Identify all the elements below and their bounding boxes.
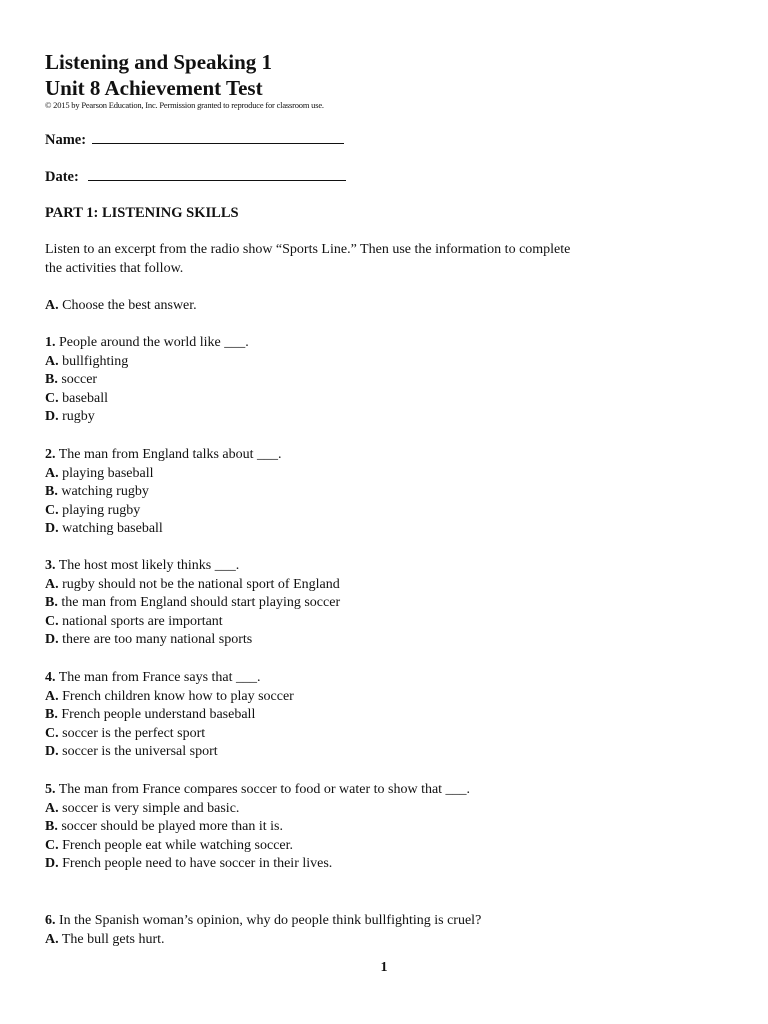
answer-option [45, 502, 282, 521]
document-title: Listening and Speaking 1 [45, 50, 273, 74]
answer-option [45, 390, 249, 409]
option-text: playing rugby [58, 502, 141, 518]
intro-line-2: the activities that follow. [45, 261, 184, 276]
question-2 [45, 446, 282, 539]
date-blank-line [88, 167, 346, 181]
option-letter: B. [45, 484, 58, 500]
answer-option [45, 353, 249, 372]
answer-option [45, 483, 282, 502]
answer-option [45, 408, 249, 427]
answer-option [45, 594, 340, 613]
option-text: soccer is very simple and basic. [58, 800, 240, 816]
question-6 [45, 912, 481, 949]
section-a-text: Choose the best answer. [58, 298, 197, 313]
option-text: the man from England should start playing soccer [57, 595, 341, 611]
intro-line-1: Listen to an excerpt from the radio show “Sports Line.” Then use the information to complete [45, 242, 571, 257]
question-stem [45, 781, 470, 800]
option-text: rugby should not be the national sport of England [58, 576, 340, 592]
option-text: playing baseball [58, 465, 154, 481]
option-text: soccer is the perfect sport [58, 725, 206, 741]
name-field [45, 130, 344, 149]
copyright-notice: © 2015 by Pearson Education, Inc. Permission granted to reproduce for classroom use. [45, 100, 324, 110]
option-text: soccer is the universal sport [58, 744, 218, 760]
question-text: The man from England talks about ___. [55, 447, 282, 462]
question-4 [45, 669, 294, 762]
option-text: national sports are important [58, 613, 223, 629]
part1-heading: PART 1: LISTENING SKILLS [45, 205, 239, 221]
option-text: soccer should be played more than it is. [57, 819, 283, 835]
answer-option [45, 725, 294, 744]
question-text: People around the world like ___. [55, 335, 249, 350]
question-text: The man from France compares soccer to food or water to show that ___. [55, 782, 471, 797]
question-1 [45, 334, 249, 427]
option-text: French people need to have soccer in their lives. [58, 856, 333, 872]
question-text: The host most likely thinks ___. [55, 558, 240, 573]
date-field [45, 167, 346, 186]
answer-option [45, 613, 340, 632]
question-stem [45, 446, 282, 465]
question-5 [45, 781, 470, 874]
answer-option [45, 743, 294, 762]
option-letter: C. [45, 837, 59, 853]
answer-option [45, 465, 282, 484]
option-text: baseball [58, 390, 108, 406]
option-text: watching baseball [58, 521, 163, 537]
question-stem [45, 669, 294, 688]
question-number: 2. [45, 447, 56, 462]
section-a-letter: A. [45, 298, 59, 313]
question-stem [45, 912, 481, 931]
name-label: Name: [45, 132, 87, 148]
answer-option [45, 706, 294, 725]
answer-option [45, 837, 470, 856]
section-a-instruction [45, 297, 197, 316]
option-text: rugby [58, 409, 95, 425]
option-text: French children know how to play soccer [58, 688, 294, 704]
option-letter: C. [45, 390, 59, 406]
option-letter: D. [45, 632, 59, 648]
option-letter: B. [45, 595, 58, 611]
option-letter: D. [45, 409, 59, 425]
option-letter: C. [45, 502, 59, 518]
option-letter: A. [45, 800, 59, 816]
question-text: In the Spanish woman’s opinion, why do people think bullfighting is cruel? [55, 913, 482, 928]
question-number: 1. [45, 335, 56, 350]
answer-option [45, 855, 470, 874]
question-3 [45, 557, 340, 650]
answer-option [45, 800, 470, 819]
option-letter: C. [45, 725, 59, 741]
option-text: French people eat while watching soccer. [58, 837, 294, 853]
option-letter: A. [45, 353, 59, 369]
option-letter: D. [45, 744, 59, 760]
question-stem [45, 334, 249, 353]
answer-option [45, 371, 249, 390]
option-text: watching rugby [57, 484, 149, 500]
answer-option [45, 520, 282, 539]
answer-option [45, 931, 481, 950]
option-text: soccer [57, 372, 98, 388]
question-stem [45, 557, 340, 576]
option-letter: D. [45, 521, 59, 537]
option-letter: A. [45, 931, 59, 947]
option-text: bullfighting [58, 353, 129, 369]
page-number: 1 [380, 960, 388, 975]
answer-option [45, 688, 294, 707]
option-text: The bull gets hurt. [58, 931, 165, 947]
option-letter: B. [45, 707, 58, 723]
option-letter: B. [45, 372, 58, 388]
question-number: 4. [45, 670, 56, 685]
option-letter: D. [45, 856, 59, 872]
option-letter: A. [45, 465, 59, 481]
option-text: French people understand baseball [57, 707, 256, 723]
document-subtitle: Unit 8 Achievement Test [45, 76, 263, 100]
option-letter: B. [45, 819, 58, 835]
option-letter: A. [45, 576, 59, 592]
name-blank-line [92, 130, 344, 144]
option-letter: C. [45, 613, 59, 629]
answer-option [45, 576, 340, 595]
date-label: Date: [45, 169, 79, 185]
answer-option [45, 818, 470, 837]
question-number: 5. [45, 782, 56, 797]
question-number: 6. [45, 913, 56, 928]
question-number: 3. [45, 558, 56, 573]
question-text: The man from France says that ___. [55, 670, 261, 685]
answer-option [45, 631, 340, 650]
option-letter: A. [45, 688, 59, 704]
option-text: there are too many national sports [58, 632, 253, 648]
